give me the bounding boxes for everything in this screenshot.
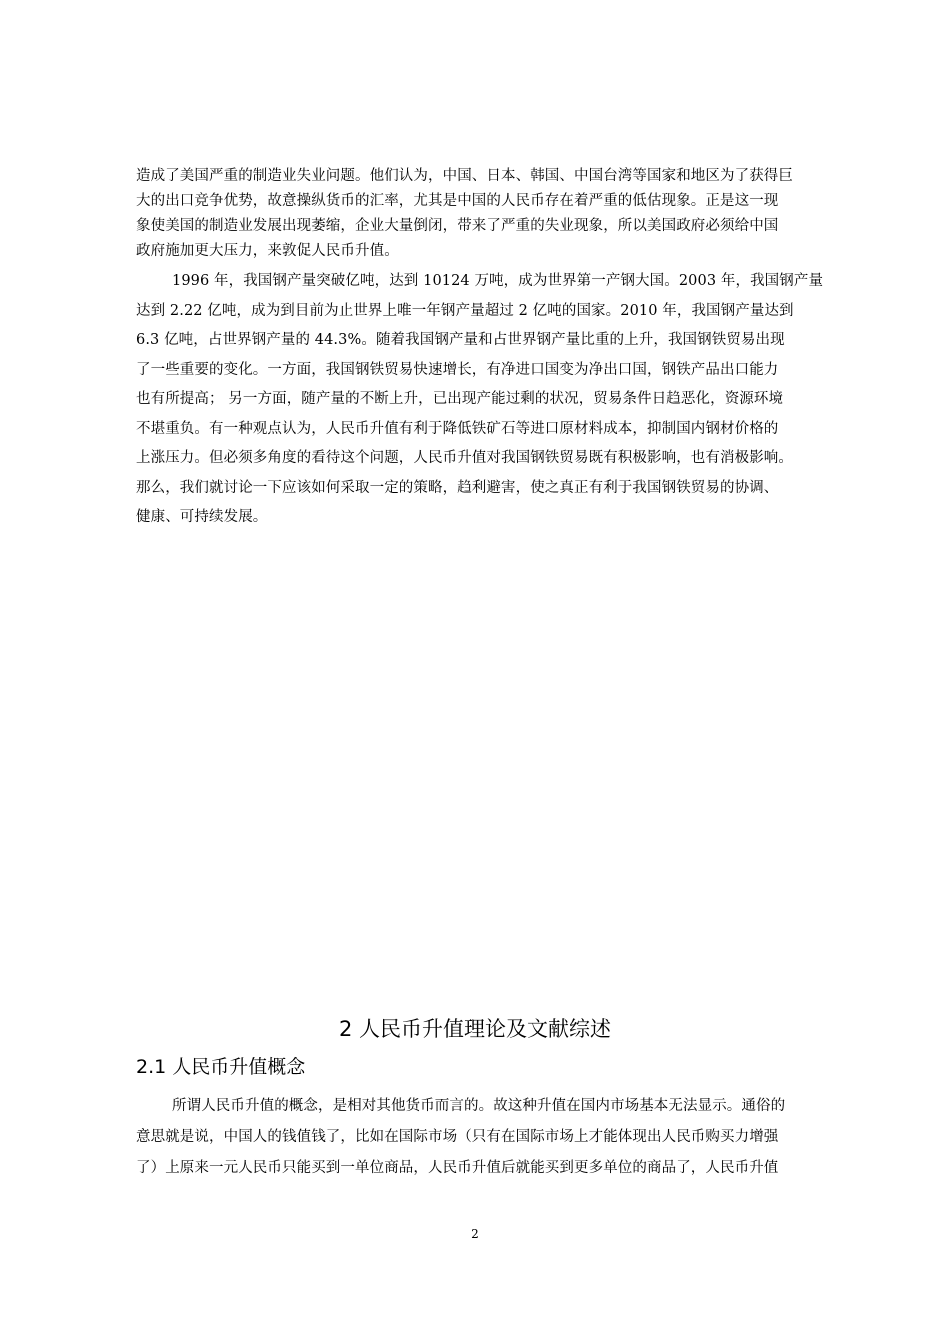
text-line: 了一些重要的变化。一方面，我国钢铁贸易快速增长，有净进口国变为净出口国，钢铁产品出口能力 (136, 361, 779, 378)
text-line: 也有所提高； 另一方面，随产量的不断上升，已出现产能过剩的状况，贸易条件日趋恶化，资源环境 (136, 391, 784, 407)
text-line: 6.3 亿吨，占世界钢产量的 44.3%。随着我国钢产量和占世界钢产量比重的上升，我国钢铁贸易出现 (136, 332, 785, 348)
text-line: 上涨压力。但必须多角度的看待这个问题，人民币升值对我国钢铁贸易既有积极影响，也有消极影响。 (136, 450, 793, 466)
text-line: 不堪重负。有一种观点认为，人民币升值有利于降低铁矿石等进口原材料成本，抑制国内钢材价格的 (136, 420, 779, 437)
text-line: 政府施加更大压力，来敦促人民币升值。 (136, 243, 399, 259)
text-line: 了）上原来一元人民币只能买到一单位商品，人民币升值后就能买到更多单位的商品了，人民币升值 (136, 1160, 779, 1176)
paragraph-rmb-appreciation-concept (136, 1091, 862, 1184)
section-heading: 2.1 人民币升值概念 (136, 1056, 306, 1078)
text-line: 造成了美国严重的制造业失业问题。他们认为，中国、日本、韩国、中国台湾等国家和地区为了获得巨 (136, 168, 793, 184)
body-text-top (136, 164, 862, 533)
paragraph-steel-production (136, 267, 862, 533)
text-line: 健康、可持续发展。 (136, 509, 268, 525)
text-line: 所谓人民币升值的概念，是相对其他货币而言的。故这种升值在国内市场基本无法显示。通俗的 (172, 1098, 786, 1114)
chapter-heading: 2 人民币升值理论及文献综述 (338, 1017, 612, 1041)
text-line: 1996 年，我国钢产量突破亿吨，达到 10124 万吨，成为世界第一产钢大国。2003 年，我国钢产量 (172, 273, 824, 289)
text-line: 意思就是说，中国人的钱值钱了，比如在国际市场（只有在国际市场上才能体现出人民币购买力增强 (136, 1129, 779, 1145)
text-line: 达到 2.22 亿吨，成为到目前为止世界上唯一年钢产量超过 2 亿吨的国家。2010 年，我国钢产量达到 (136, 302, 794, 319)
text-line: 那么，我们就讨论一下应该如何采取一定的策略，趋利避害，使之真正有利于我国钢铁贸易的协调、 (136, 479, 779, 496)
body-text-bottom (136, 1091, 862, 1184)
paragraph-us-unemployment (136, 164, 862, 264)
text-line: 大的出口竞争优势，故意操纵货币的汇率，尤其是中国的人民币存在着严重的低估现象。正是这一现 (136, 193, 779, 209)
page-number: 2 (471, 1227, 479, 1241)
text-line: 象使美国的制造业发展出现萎缩，企业大量倒闭，带来了严重的失业现象，所以美国政府必须给中国 (136, 218, 779, 234)
